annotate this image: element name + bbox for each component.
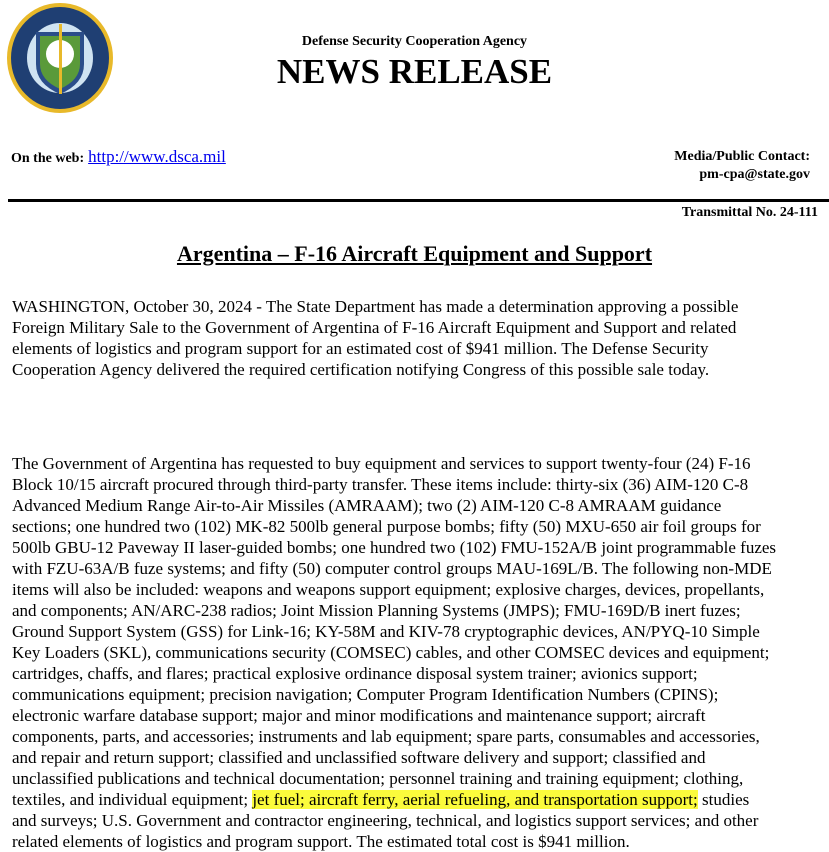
header-divider (8, 199, 829, 202)
text-segment: textiles, and individual equipment; (12, 790, 253, 809)
text-line: and components; AN/ARC-238 radios; Joint Mission Planning Systems (JMPS); FMU-169D/B inert fuzes; (12, 601, 741, 620)
highlighted-text: jet fuel; aircraft ferry, aerial refueling, and transportation support; (252, 790, 698, 809)
paragraph-2 (12, 453, 776, 852)
text-line: components, parts, and accessories; instruments and lab equipment; spare parts, consumables and accessories, (12, 727, 760, 746)
text-line: sections; one hundred two (102) MK-82 500lb general purpose bombs; fifty (50) MXU-650 air foil groups for (12, 517, 761, 536)
text-line: related elements of logistics and program support. The estimated total cost is $941 million. (12, 832, 630, 851)
text-line: Key Loaders (SKL), communications security (COMSEC) cables, and other COMSEC devices and equipment; (12, 643, 770, 662)
text-line: cartridges, chaffs, and flares; practical explosive ordinance disposal system trainer; avionics support; (12, 664, 698, 683)
text-line: and surveys; U.S. Government and contractor engineering, technical, and logistics support services; and other (12, 811, 759, 830)
media-contact (674, 148, 810, 184)
contact-email: pm-cpa@state.gov (699, 167, 810, 182)
text-line: The Government of Argentina has requested to buy equipment and services to support twenty-four (24) F-16 (12, 454, 751, 473)
text-line: Ground Support System (GSS) for Link-16; KY-58M and KIV-78 cryptographic devices, AN/PYQ-10 Simple (12, 622, 760, 641)
dsca-link[interactable]: http://www.dsca.mil (88, 147, 226, 166)
text-line: WASHINGTON, October 30, 2024 - The State Department has made a determination approving a possible (12, 297, 739, 316)
transmittal-number: Transmittal No. 24-111 (681, 205, 818, 220)
web-label: On the web: (11, 151, 85, 166)
text-line: unclassified publications and technical documentation; personnel training and training equipment; clothing, (12, 769, 744, 788)
text-line: Foreign Military Sale to the Government of Argentina of F-16 Aircraft Equipment and Support and related (12, 318, 737, 337)
text-segment: studies (697, 790, 750, 809)
text-line: items will also be included: weapons and weapons support equipment; explosive charges, devices, propellants, (12, 580, 765, 599)
text-line: communications equipment; precision navigation; Computer Program Identification Numbers (CPINS); (12, 685, 719, 704)
page-title: NEWS RELEASE (276, 52, 553, 91)
text-line: Cooperation Agency delivered the required certification notifying Congress of this possible sale today. (12, 360, 710, 379)
text-line: 500lb GBU-12 Paveway II laser-guided bombs; one hundred two (102) FMU-152A/B joint programmable fuzes (12, 538, 777, 557)
text-line: Block 10/15 aircraft procured through third-party transfer. These items include: thirty-six (36) AIM-120 C-8 (12, 475, 749, 494)
agency-name: Defense Security Cooperation Agency (301, 34, 528, 49)
web-info (11, 147, 226, 167)
text-line-highlighted (12, 789, 776, 810)
text-line: and repair and return support; classified and unclassified software delivery and support; classified and (12, 748, 706, 767)
text-line: with FZU-63A/B fuze systems; and fifty (50) computer control groups MAU-169L/B. The following non-MDE (12, 559, 772, 578)
text-line: elements of logistics and program support for an estimated cost of $941 million. The Defense Security (12, 339, 709, 358)
contact-label: Media/Public Contact: (674, 149, 810, 164)
text-line: electronic warfare database support; major and minor modifications and maintenance support; aircraft (12, 706, 706, 725)
text-line: Advanced Medium Range Air-to-Air Missiles (AMRAAM); two (2) AIM-120 C-8 AMRAAM guidance (12, 496, 722, 515)
paragraph-1 (12, 296, 738, 380)
headline: Argentina – F-16 Aircraft Equipment and Support (176, 241, 653, 266)
